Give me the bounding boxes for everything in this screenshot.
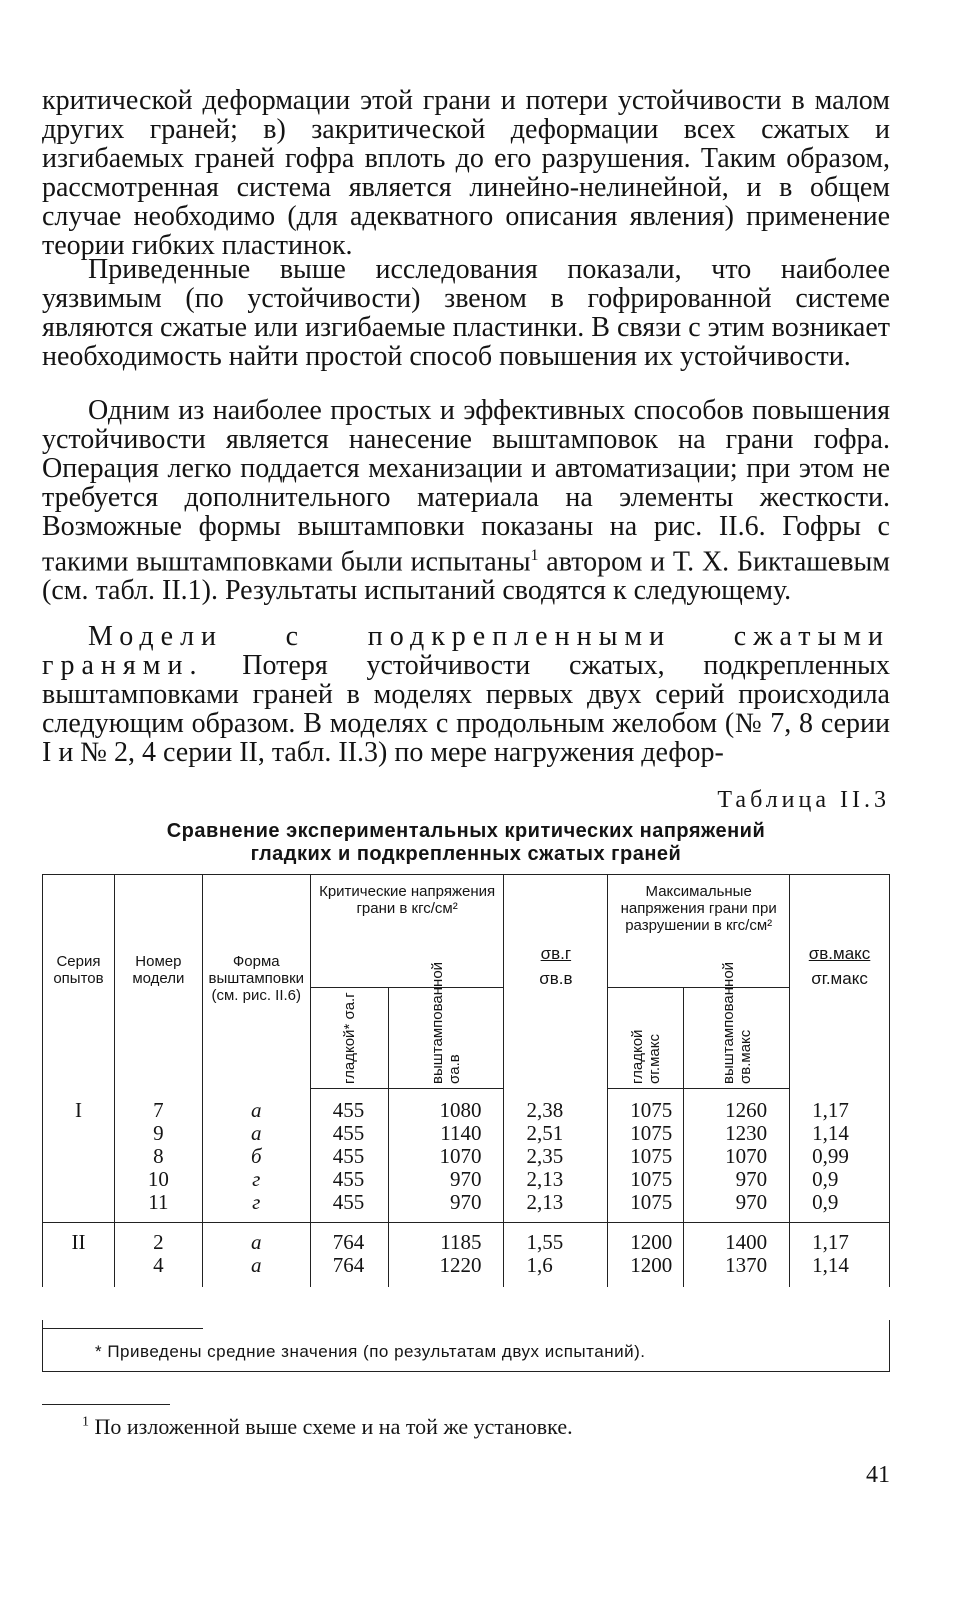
cell-value: 1070 [439,1144,482,1168]
cell-value: 1,17 [812,1230,849,1254]
table-caption-line-2: гладких и подкрепленных сжатых граней [250,843,682,865]
cell-value: 11 [148,1189,169,1214]
page-number: 41 [866,1462,890,1488]
cell-value: 970 [735,1167,768,1191]
cell-value: 1075 [630,1098,673,1122]
table-cell-forms [202,1223,310,1288]
table-cell-forms [202,1089,310,1223]
cell-value: 455 [332,1098,365,1122]
cell-value: г [252,1166,261,1191]
cell-value: 1080 [439,1098,482,1122]
cell-value: 1400 [725,1230,768,1254]
data-table [42,874,890,1287]
cell-value: а [251,1120,262,1145]
cell-value: 1075 [630,1190,673,1214]
table-row-group [43,1223,890,1288]
table-footnote: * Приведены средние значения (по результатам двух испытаний). [95,1342,646,1361]
table-cell-series [43,1089,115,1223]
paragraph-3-part-b: автором и Т. Х. Бикташевым (см. табл. II.1). Результаты испытаний сводятся к следующему. [42,546,890,607]
header-series: Серия опытов [43,875,115,1089]
cell-value: а [251,1253,262,1277]
table-label: Таблица II.3 [717,787,890,813]
cell-value: 8 [153,1143,164,1168]
header-ratio-1 [504,875,608,1089]
cell-value: 1185 [440,1230,482,1254]
cell-value: 1200 [630,1230,673,1254]
table-footnote-rule [43,1328,203,1329]
cell-value: 2,51 [526,1120,564,1145]
header-model: Номер модели [114,875,202,1089]
cell-value: 1,14 [812,1253,849,1277]
table-body [43,1089,890,1288]
paragraph-1: критической деформации этой грани и потери устойчивости в малом других граней; в) закритической деформации всех сжатых и изгибаемых граней гофра вплоть до его разрушения. Таким образом, рассмотренная система является линейно-нелинейной, и в общем случае необходимо (для адекватного описания явления) применение теории гибких пластинок. [42,85,890,261]
table-cell-crit-stamped [388,1089,504,1223]
cell-value: 1075 [630,1144,673,1168]
header-crit-stamped-text: выштампованной σа.в [429,961,464,1084]
cell-value: 1230 [725,1121,768,1145]
header-max-smooth-text: гладкой σг.макс [628,1029,663,1084]
table-footnote-box [42,1320,890,1372]
header-max-stamped [684,961,790,1089]
table-caption-line-1: Сравнение экспериментальных критических напряжений [166,820,766,842]
cell-value: 10 [147,1166,169,1191]
table-cell-crit-smooth [310,1223,388,1288]
cell-value: 1070 [725,1144,768,1168]
cell-value: 1,14 [812,1120,849,1145]
header-ratio-2 [790,875,890,1089]
header-form: Форма выштамповки (см. рис. II.6) [202,875,310,1089]
table-cell-ratio1 [504,1089,608,1223]
cell-value: 970 [449,1190,482,1214]
cell-value: 1200 [630,1253,673,1277]
header-critical-group: Критические напряжения грани в кгс/см² [310,875,504,988]
cell-value: 1,55 [526,1230,564,1254]
paragraph-4 [42,622,890,767]
cell-value: 970 [735,1190,768,1214]
cell-value: 1370 [725,1253,768,1277]
cell-value: 970 [449,1167,482,1191]
table-cell-ratio2 [790,1089,890,1223]
table-cell-series [43,1223,115,1288]
table-cell-crit-stamped [388,1223,504,1288]
footnote-divider [42,1404,170,1405]
cell-value: 2 [153,1230,164,1254]
cell-value: 4 [153,1253,164,1277]
table-cell-max-smooth [608,1089,684,1223]
paragraph-4-text: Потеря устойчивости сжатых, подкрепленных выштамповками граней в моделях первых двух серий происходила следующим образом. В моделях с продольным желобом (№ 7, 8 серии I и № 2, 4 серии II, табл. II.3) по мере нагружения дефор- [42,650,890,768]
paragraph-2: Приведенные выше исследования показали, что наиболее уязвимым (по устойчивости) звеном в гофрированной системе являются сжатые или изгибаемые пластинки. В связи с этим возникает необходимость найти простой способ повышения их устойчивости. [42,254,890,372]
paragraph-3-part-a: Одним из наиболее простых и эффективных способов повышения устойчивости является нанесение выштамповок на грани гофра. Операция легко поддается механизации и автоматизации; при этом не требуется дополнительного материала на элементы жесткости. Возможные формы выштамповки показаны на рис. II.6. Гофры с такими выштамповками были испытаны [42,395,890,578]
page-footnote [82,1414,573,1440]
cell-value: 1260 [725,1098,768,1122]
cell-value: 1,17 [812,1097,849,1122]
cell-value: 1075 [630,1167,673,1191]
series-label: II [71,1230,86,1254]
cell-value: 455 [332,1144,365,1168]
cell-value: а [251,1230,262,1254]
cell-value: 1,6 [526,1253,553,1277]
ratio-2-numerator: σв.макс [808,944,871,963]
header-crit-smooth-text: гладкой* σа.г [340,992,358,1084]
ratio-1-numerator: σв.г [540,944,572,963]
cell-value: 764 [332,1230,365,1254]
cell-value: 0,99 [812,1143,849,1168]
cell-value: 9 [153,1120,164,1145]
header-crit-smooth [310,988,388,1089]
cell-value: 455 [332,1190,365,1214]
series-label: I [74,1097,82,1122]
table-cell-ratio2 [790,1223,890,1288]
paragraph-3 [42,396,890,605]
table-row-group [43,1089,890,1223]
footnote-ref: 1 [530,547,539,564]
table-cell-max-stamped [684,1089,790,1223]
cell-value: г [252,1189,261,1214]
cell-value: 7 [153,1097,164,1122]
cell-value: 2,13 [526,1189,564,1214]
cell-value: 2,38 [526,1097,564,1122]
table-cell-max-stamped [684,1223,790,1288]
cell-value: 2,35 [526,1143,564,1168]
cell-value: 764 [332,1253,365,1277]
cell-value: а [251,1097,262,1122]
table-cell-ratio1 [504,1223,608,1288]
table-caption [42,820,890,866]
table-cell-models [114,1223,202,1288]
header-max-stamped-text: выштампованной σв.макс [719,961,754,1084]
cell-value: 1140 [440,1121,482,1145]
cell-value: 1220 [439,1253,482,1277]
header-crit-stamped [388,961,504,1089]
cell-value: 455 [332,1121,365,1145]
paragraph-4-heading: Модели с подкрепленными сжатыми гранями. [42,621,890,681]
cell-value: 455 [332,1167,365,1191]
table-cell-crit-smooth [310,1089,388,1223]
table-cell-models [114,1089,202,1223]
cell-value: 0,9 [812,1166,839,1191]
table-cell-max-smooth [608,1223,684,1288]
page-footnote-mark: 1 [82,1414,89,1430]
ratio-1-denominator: σв.в [539,969,573,988]
cell-value: 1075 [630,1121,673,1145]
page-footnote-text: По изложенной выше схеме и на той же установке. [94,1414,573,1439]
ratio-2-denominator: σг.макс [811,969,868,988]
cell-value: 2,13 [526,1166,564,1191]
cell-value: б [250,1143,262,1168]
header-max-group: Максимальные напряжения грани при разрушении в кгс/см² [608,875,790,988]
cell-value: 0,9 [812,1189,839,1214]
header-max-smooth [608,988,684,1089]
